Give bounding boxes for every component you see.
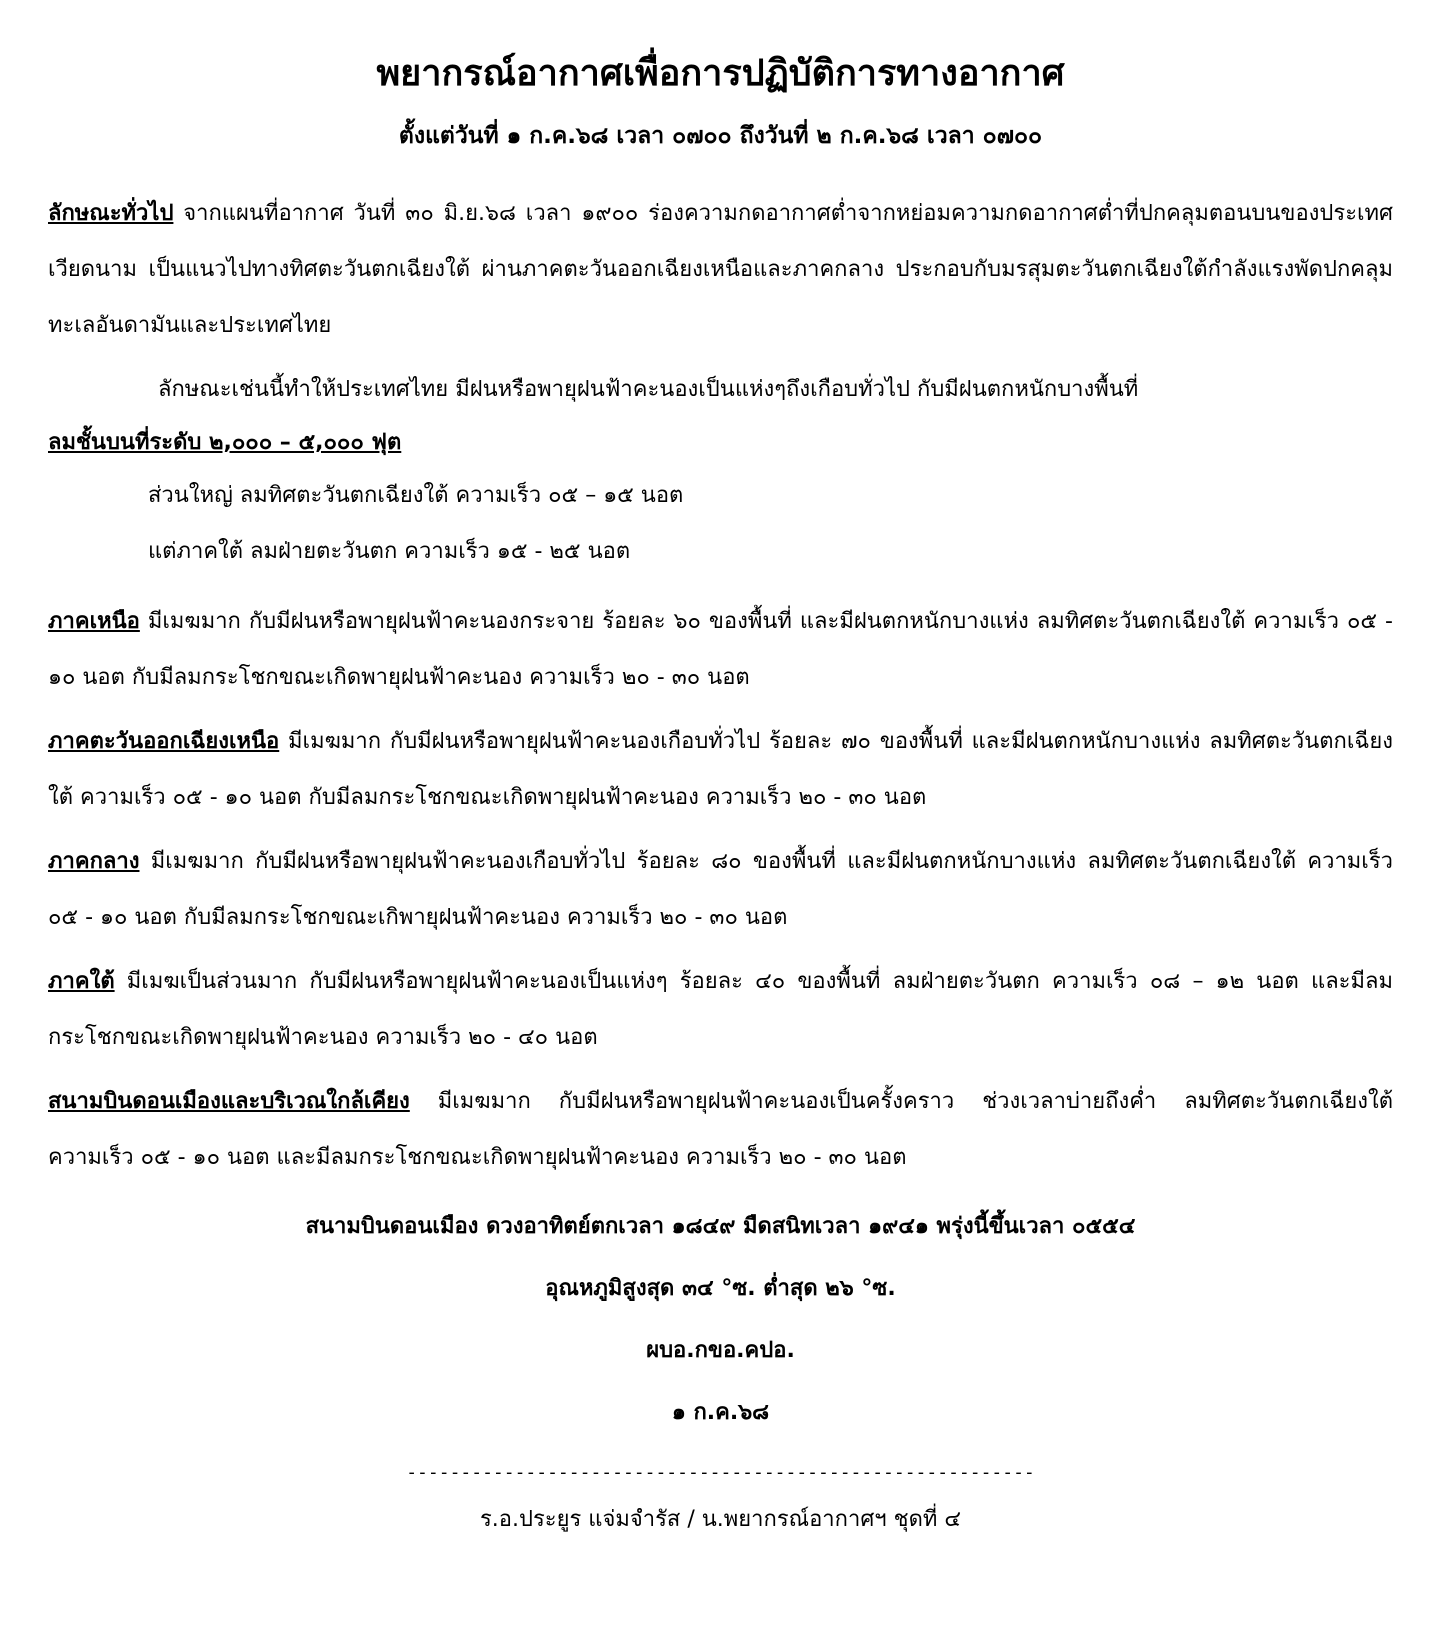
upper-wind-line-2: แต่ภาคใต้ ลมฝ่ายตะวันตก ความเร็ว ๑๕ - ๒๕ นอต	[148, 539, 631, 564]
region-central-text: มีเมฆมาก กับมีฝนหรือพายุฝนฟ้าคะนองเกือบทั่วไป ร้อยละ ๘๐ ของพื้นที่ และมีฝนตกหนักบางแห่ง ลมทิศตะวันตกเฉียงใต้ ความเร็ว ๐๕ - ๑๐ นอต กับมีลมกระโชกขณะเกิพายุฝนฟ้าคะนอง ความเร็ว ๒๐ - ๓๐ นอต	[48, 849, 1393, 930]
upper-wind-line-1: ส่วนใหญ่ ลมทิศตะวันตกเฉียงใต้ ความเร็ว ๐๕ – ๑๕ นอต	[148, 483, 684, 508]
region-central	[48, 834, 1393, 946]
forecaster-signature: ร.อ.ประยูร แจ่มจำรัส / น.พยากรณ์อากาศฯ ชุดที่ ๔	[479, 1507, 961, 1532]
issuing-unit: ผบอ.กขอ.คปอ.	[646, 1338, 795, 1363]
footer-section	[48, 1196, 1393, 1542]
general-effect: ลักษณะเช่นนี้ทำให้ประเทศไทย มีฝนหรือพายุฝนฟ้าคะนองเป็นแห่งๆถึงเกือบทั่วไป กับมีฝนตกหนักบางพื้นที่	[158, 377, 1139, 402]
general-heading: ลักษณะทั่วไป	[48, 201, 174, 226]
region-north-text: มีเมฆมาก กับมีฝนหรือพายุฝนฟ้าคะนองกระจาย ร้อยละ ๖๐ ของพื้นที่ และมีฝนตกหนักบางแห่ง ลมทิศตะวันตกเฉียงใต้ ความเร็ว ๐๕ - ๑๐ นอต กับมีลมกระโชกขณะเกิดพายุฝนฟ้าคะนอง ความเร็ว ๒๐ - ๓๐ นอต	[48, 609, 1393, 690]
region-north	[48, 594, 1393, 706]
forecast-period: ตั้งแต่วันที่ ๑ ก.ค.๖๘ เวลา ๐๗๐๐ ถึงวันที่ ๒ ก.ค.๖๘ เวลา ๐๗๐๐	[398, 123, 1043, 149]
region-south	[48, 954, 1393, 1066]
region-south-text: มีเมฆเป็นส่วนมาก กับมีฝนหรือพายุฝนฟ้าคะนองเป็นแห่งๆ ร้อยละ ๔๐ ของพื้นที่ ลมฝ่ายตะวันตก ความเร็ว ๐๘ – ๑๒ นอต และมีลมกระโชกขณะเกิดพายุฝนฟ้าคะนอง ความเร็ว ๒๐ - ๔๐ นอต	[48, 969, 1393, 1050]
issue-date: ๑ ก.ค.๖๘	[671, 1400, 770, 1425]
region-central-heading: ภาคกลาง	[48, 849, 140, 874]
region-south-heading: ภาคใต้	[48, 969, 115, 994]
sun-times: สนามบินดอนเมือง ดวงอาทิตย์ตกเวลา ๑๘๔๙ มืดสนิทเวลา ๑๙๔๑ พรุ่งนี้ขึ้นเวลา ๐๕๕๔	[305, 1214, 1136, 1239]
region-donmueang-heading: สนามบินดอนเมืองและบริเวณใกล้เคียง	[48, 1089, 410, 1114]
region-northeast-heading: ภาคตะวันออกเฉียงเหนือ	[48, 729, 280, 754]
region-north-heading: ภาคเหนือ	[48, 609, 140, 634]
temperature-range: อุณหภูมิสูงสุด ๓๔ °ซ. ต่ำสุด ๒๖ °ซ.	[545, 1276, 896, 1301]
separator-line: ----------------------------------------------------------	[406, 1462, 1035, 1483]
region-donmueang	[48, 1074, 1393, 1186]
document-title: พยากรณ์อากาศเพื่อการปฏิบัติการทางอากาศ	[376, 53, 1065, 94]
upper-wind-section	[48, 418, 1393, 580]
region-northeast	[48, 714, 1393, 826]
general-section	[48, 186, 1393, 354]
region-northeast-text: มีเมฆมาก กับมีฝนหรือพายุฝนฟ้าคะนองเกือบทั่วไป ร้อยละ ๗๐ ของพื้นที่ และมีฝนตกหนักบางแห่ง ลมทิศตะวันตกเฉียงใต้ ความเร็ว ๐๕ - ๑๐ นอต กับมีลมกระโชกขณะเกิดพายุฝนฟ้าคะนอง ความเร็ว ๒๐ - ๓๐ นอต	[48, 729, 1393, 810]
region-donmueang-text: มีเมฆมาก กับมีฝนหรือพายุฝนฟ้าคะนองเป็นครั้งคราว ช่วงเวลาบ่ายถึงค่ำ ลมทิศตะวันตกเฉียงใต้ ความเร็ว ๐๕ - ๑๐ นอต และมีลมกระโชกขณะเกิดพายุฝนฟ้าคะนอง ความเร็ว ๒๐ - ๓๐ นอต	[48, 1089, 1393, 1170]
upper-wind-heading: ลมชั้นบนที่ระดับ ๒,๐๐๐ – ๕,๐๐๐ ฟุต	[48, 430, 402, 455]
general-text: จากแผนที่อากาศ วันที่ ๓๐ มิ.ย.๖๘ เวลา ๑๙๐๐ ร่องความกดอากาศต่ำจากหย่อมความกดอากาศต่ำที่ปกคลุมตอนบนของประเทศเวียดนาม เป็นแนวไปทางทิศตะวันตกเฉียงใต้ ผ่านภาคตะวันออกเฉียงเหนือและภาคกลาง ประกอบกับมรสุมตะวันตกเฉียงใต้กำลังแรงพัดปกคลุมทะเลอันดามันและประเทศไทย	[48, 201, 1393, 338]
